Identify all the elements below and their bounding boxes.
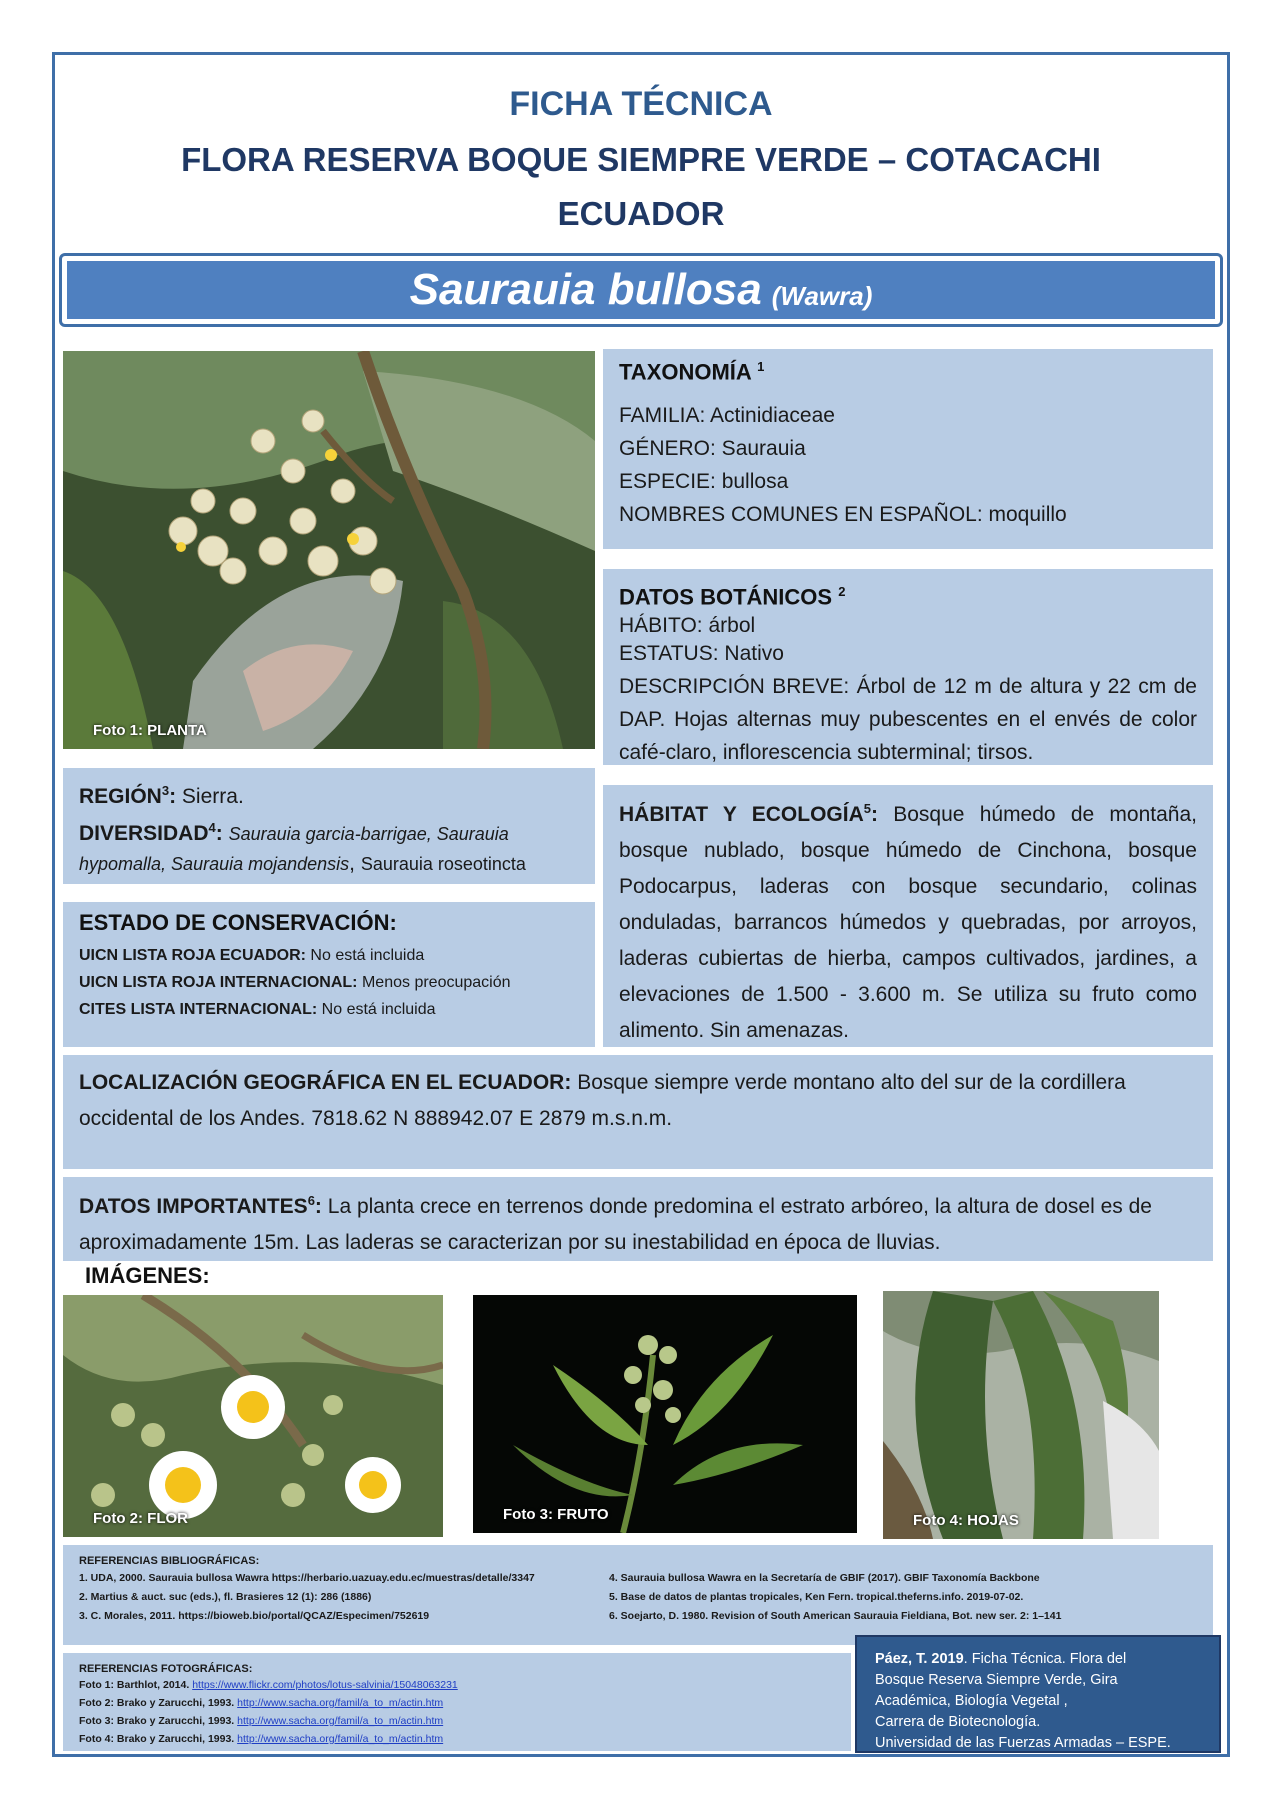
photo-plant-caption: Foto 1: PLANTA <box>93 722 207 739</box>
conservation-intl-value: Menos preocupación <box>361 974 511 991</box>
bibliography-ref-2: 2. Martius & auct. suc (eds.), fl. Brasieres 12 (1): 286 (1886) <box>79 1591 372 1603</box>
species-name: Saurauia bullosa <box>409 265 762 314</box>
credit-line3: Académica, Biología Vegetal , <box>875 1693 1068 1709</box>
photo-refs-box <box>63 1653 851 1751</box>
diversity-ref: 4 <box>208 820 216 835</box>
diversity-plain: Saurauia roseotincta <box>360 854 526 874</box>
region-value: Sierra. <box>181 785 244 808</box>
flower-image <box>63 1295 443 1537</box>
conservation-box <box>63 902 595 1047</box>
photo-leaves <box>883 1291 1159 1539</box>
botanical-description: DESCRIPCIÓN BREVE: Árbol de 12 m de altura y 22 cm de DAP. Hojas alternas muy pubescentes en el envés de color café-claro, inflorescencia subterminal; tirsos. <box>619 675 1197 765</box>
region-label: REGIÓN <box>79 785 162 808</box>
habitat-label: HÁBITAT Y ECOLOGÍA <box>619 803 864 826</box>
photo-ref-3-link[interactable]: http://www.sacha.org/famil/a_to_m/actin.htm <box>237 1715 444 1727</box>
taxonomy-title: TAXONOMÍA <box>619 359 751 385</box>
photo-fruit <box>473 1295 857 1533</box>
taxonomy-species: ESPECIE: bullosa <box>619 470 789 494</box>
taxonomy-genus: GÉNERO: Saurauia <box>619 437 806 461</box>
leaves-image <box>883 1291 1159 1539</box>
conservation-cites-value: No está incluida <box>321 1001 436 1018</box>
botanical-habit: HÁBITO: árbol <box>619 614 756 638</box>
photo-ref-3-label: Foto 3: Brako y Zarucchi, 1993. <box>79 1715 235 1727</box>
botanical-title: DATOS BOTÁNICOS <box>619 584 833 610</box>
photo-ref-1-label: Foto 1: Barthlot, 2014. <box>79 1679 190 1691</box>
important-box: DATOS IMPORTANTES$^6$: La planta crece en terrenos donde predomina el estrato arbóreo, la altura de dosel es de aproximadamente 15m. Las laderas se caracterizan por su inestabilidad en época de lluvias. <box>63 1177 1213 1261</box>
photo-ref-4-link[interactable]: http://www.sacha.org/famil/a_to_m/actin.htm <box>237 1733 444 1745</box>
important-label: DATOS IMPORTANTES <box>79 1195 308 1218</box>
sheet-title: FICHA TÉCNICA <box>509 85 773 123</box>
region-ref: 3 <box>161 783 170 798</box>
botanical-ref: 2 <box>838 584 846 599</box>
location-text: Bosque siempre verde montano alto del sur de la cordillera occidental de los Andes. 7818.62 N 888942.07 E 2879 m.s.n.m. <box>79 1071 1126 1130</box>
region-box: REGIÓN$^3$: Sierra. DIVERSIDAD$^4$: Saurauia garcia-barrigae, Saurauia hypomalla, Saurauia mojandensis, Saurauia roseotincta <box>63 768 595 884</box>
bibliography-ref-6: 6. Soejarto, D. 1980. Revision of South American Saurauia Fieldiana, Bot. new ser. 2: 1–141 <box>609 1610 1062 1622</box>
conservation-title: ESTADO DE CONSERVACIÓN: <box>79 910 397 935</box>
photo-flower-caption: Foto 2: FLOR <box>93 1510 188 1527</box>
bibliography-ref-4: 4. Saurauia bullosa Wawra en la Secretaría de GBIF (2017). GBIF Taxonomía Backbone <box>609 1572 1040 1584</box>
photo-plant <box>63 351 595 749</box>
plant-image <box>63 351 595 749</box>
taxonomy-common-names: NOMBRES COMUNES EN ESPAÑOL: moquillo <box>619 503 1067 527</box>
credit-box <box>855 1635 1221 1753</box>
taxonomy-family: FAMILIA: Actinidiaceae <box>619 404 835 428</box>
credit-line2: Bosque Reserva Siempre Verde, Gira <box>875 1672 1118 1688</box>
bibliography-ref-1: 1. UDA, 2000. Saurauia bullosa Wawra https://herbario.uazuay.edu.ec/muestras/detalle/3347 <box>79 1572 535 1584</box>
habitat-box: HÁBITAT Y ECOLOGÍA$^5$: Bosque húmedo de montaña, bosque nublado, bosque húmedo de Cinchona, bosque Podocarpus, laderas con bosque secundario, colinas onduladas, barrancos húmedos y quebradas, por arroyos, laderas cubiertas de hierba, campos cultivados, jardines, a elevaciones de 1.500 - 3.600 m. Se utiliza su fruto como alimento. Sin amenazas. <box>603 785 1213 1047</box>
important-ref: 6 <box>307 1193 315 1208</box>
photo-refs-title: REFERENCIAS FOTOGRÁFICAS: <box>79 1663 253 1675</box>
habitat-text: Bosque húmedo de montaña, bosque nublado, bosque húmedo de Cinchona, bosque Podocarpus, laderas con bosque secundario, colinas onduladas, barrancos húmedos y quebradas, por arroyos, laderas cubiertas de hierba, campos cultivados, jardines, a elevaciones de 1.500 - 3.600 m. Se utiliza su fruto como alimento. Sin amenazas. <box>619 803 1197 1042</box>
bibliography-title: REFERENCIAS BIBLIOGRÁFICAS: <box>79 1555 260 1567</box>
sheet-subtitle: FLORA RESERVA BOQUE SIEMPRE VERDE – COTACACHI <box>181 141 1101 178</box>
conservation-intl-label: UICN LISTA ROJA INTERNACIONAL: <box>79 974 358 991</box>
diversity-label: DIVERSIDAD <box>79 822 209 845</box>
credit-line1: . Ficha Técnica. Flora del <box>963 1651 1127 1667</box>
botanical-box <box>603 569 1213 765</box>
credit-author: Páez, T. 2019 <box>875 1651 964 1667</box>
bibliography-ref-5: 5. Base de datos de plantas tropicales, Ken Fern. tropical.theferns.info. 2019-07-02. <box>609 1591 1024 1603</box>
images-label: IMÁGENES: <box>85 1263 210 1288</box>
location-label: LOCALIZACIÓN GEOGRÁFICA EN EL ECUADOR: <box>79 1071 572 1094</box>
credit-line4: Carrera de Biotecnología. <box>875 1714 1041 1730</box>
photo-ref-2-label: Foto 2: Brako y Zarucchi, 1993. <box>79 1697 235 1709</box>
taxonomy-box <box>603 349 1213 549</box>
bibliography-box <box>63 1545 1213 1645</box>
location-box <box>63 1055 1213 1169</box>
fruit-image <box>473 1295 857 1533</box>
important-text: La planta crece en terrenos donde predomina el estrato arbóreo, la altura de dosel es de aproximadamente 15m. Las laderas se caracterizan por su inestabilidad en época de lluvias. <box>79 1195 1152 1254</box>
taxonomy-ref: 1 <box>757 359 765 374</box>
photo-ref-2-link[interactable]: http://www.sacha.org/famil/a_to_m/actin.htm <box>237 1697 444 1709</box>
species-title-bar <box>59 253 1223 327</box>
botanical-status: ESTATUS: Nativo <box>619 642 784 666</box>
diversity-italic: Saurauia garcia-barrigae, Saurauia hypomalla, Saurauia mojandensis <box>79 824 509 874</box>
page-frame <box>52 52 1230 1757</box>
species-author: (Wawra) <box>771 280 873 311</box>
conservation-ecuador-value: No está incluida <box>310 947 425 964</box>
photo-fruit-caption: Foto 3: FRUTO <box>503 1506 609 1523</box>
sheet-country: ECUADOR <box>557 195 725 232</box>
photo-leaves-caption: Foto 4: HOJAS <box>913 1512 1019 1529</box>
habitat-ref: 5 <box>863 801 871 816</box>
photo-ref-4-label: Foto 4: Brako y Zarucchi, 1993. <box>79 1733 235 1745</box>
conservation-cites-label: CITES LISTA INTERNACIONAL: <box>79 1001 318 1018</box>
photo-ref-1-link[interactable]: https://www.flickr.com/photos/lotus-salvinia/15048063231 <box>192 1679 458 1691</box>
credit-line5: Universidad de las Fuerzas Armadas – ESPE. <box>875 1735 1171 1751</box>
photo-flower <box>63 1295 443 1537</box>
conservation-ecuador-label: UICN LISTA ROJA ECUADOR: <box>79 947 306 964</box>
bibliography-ref-3: 3. C. Morales, 2011. https://bioweb.bio/portal/QCAZ/Especimen/752619 <box>79 1610 430 1622</box>
